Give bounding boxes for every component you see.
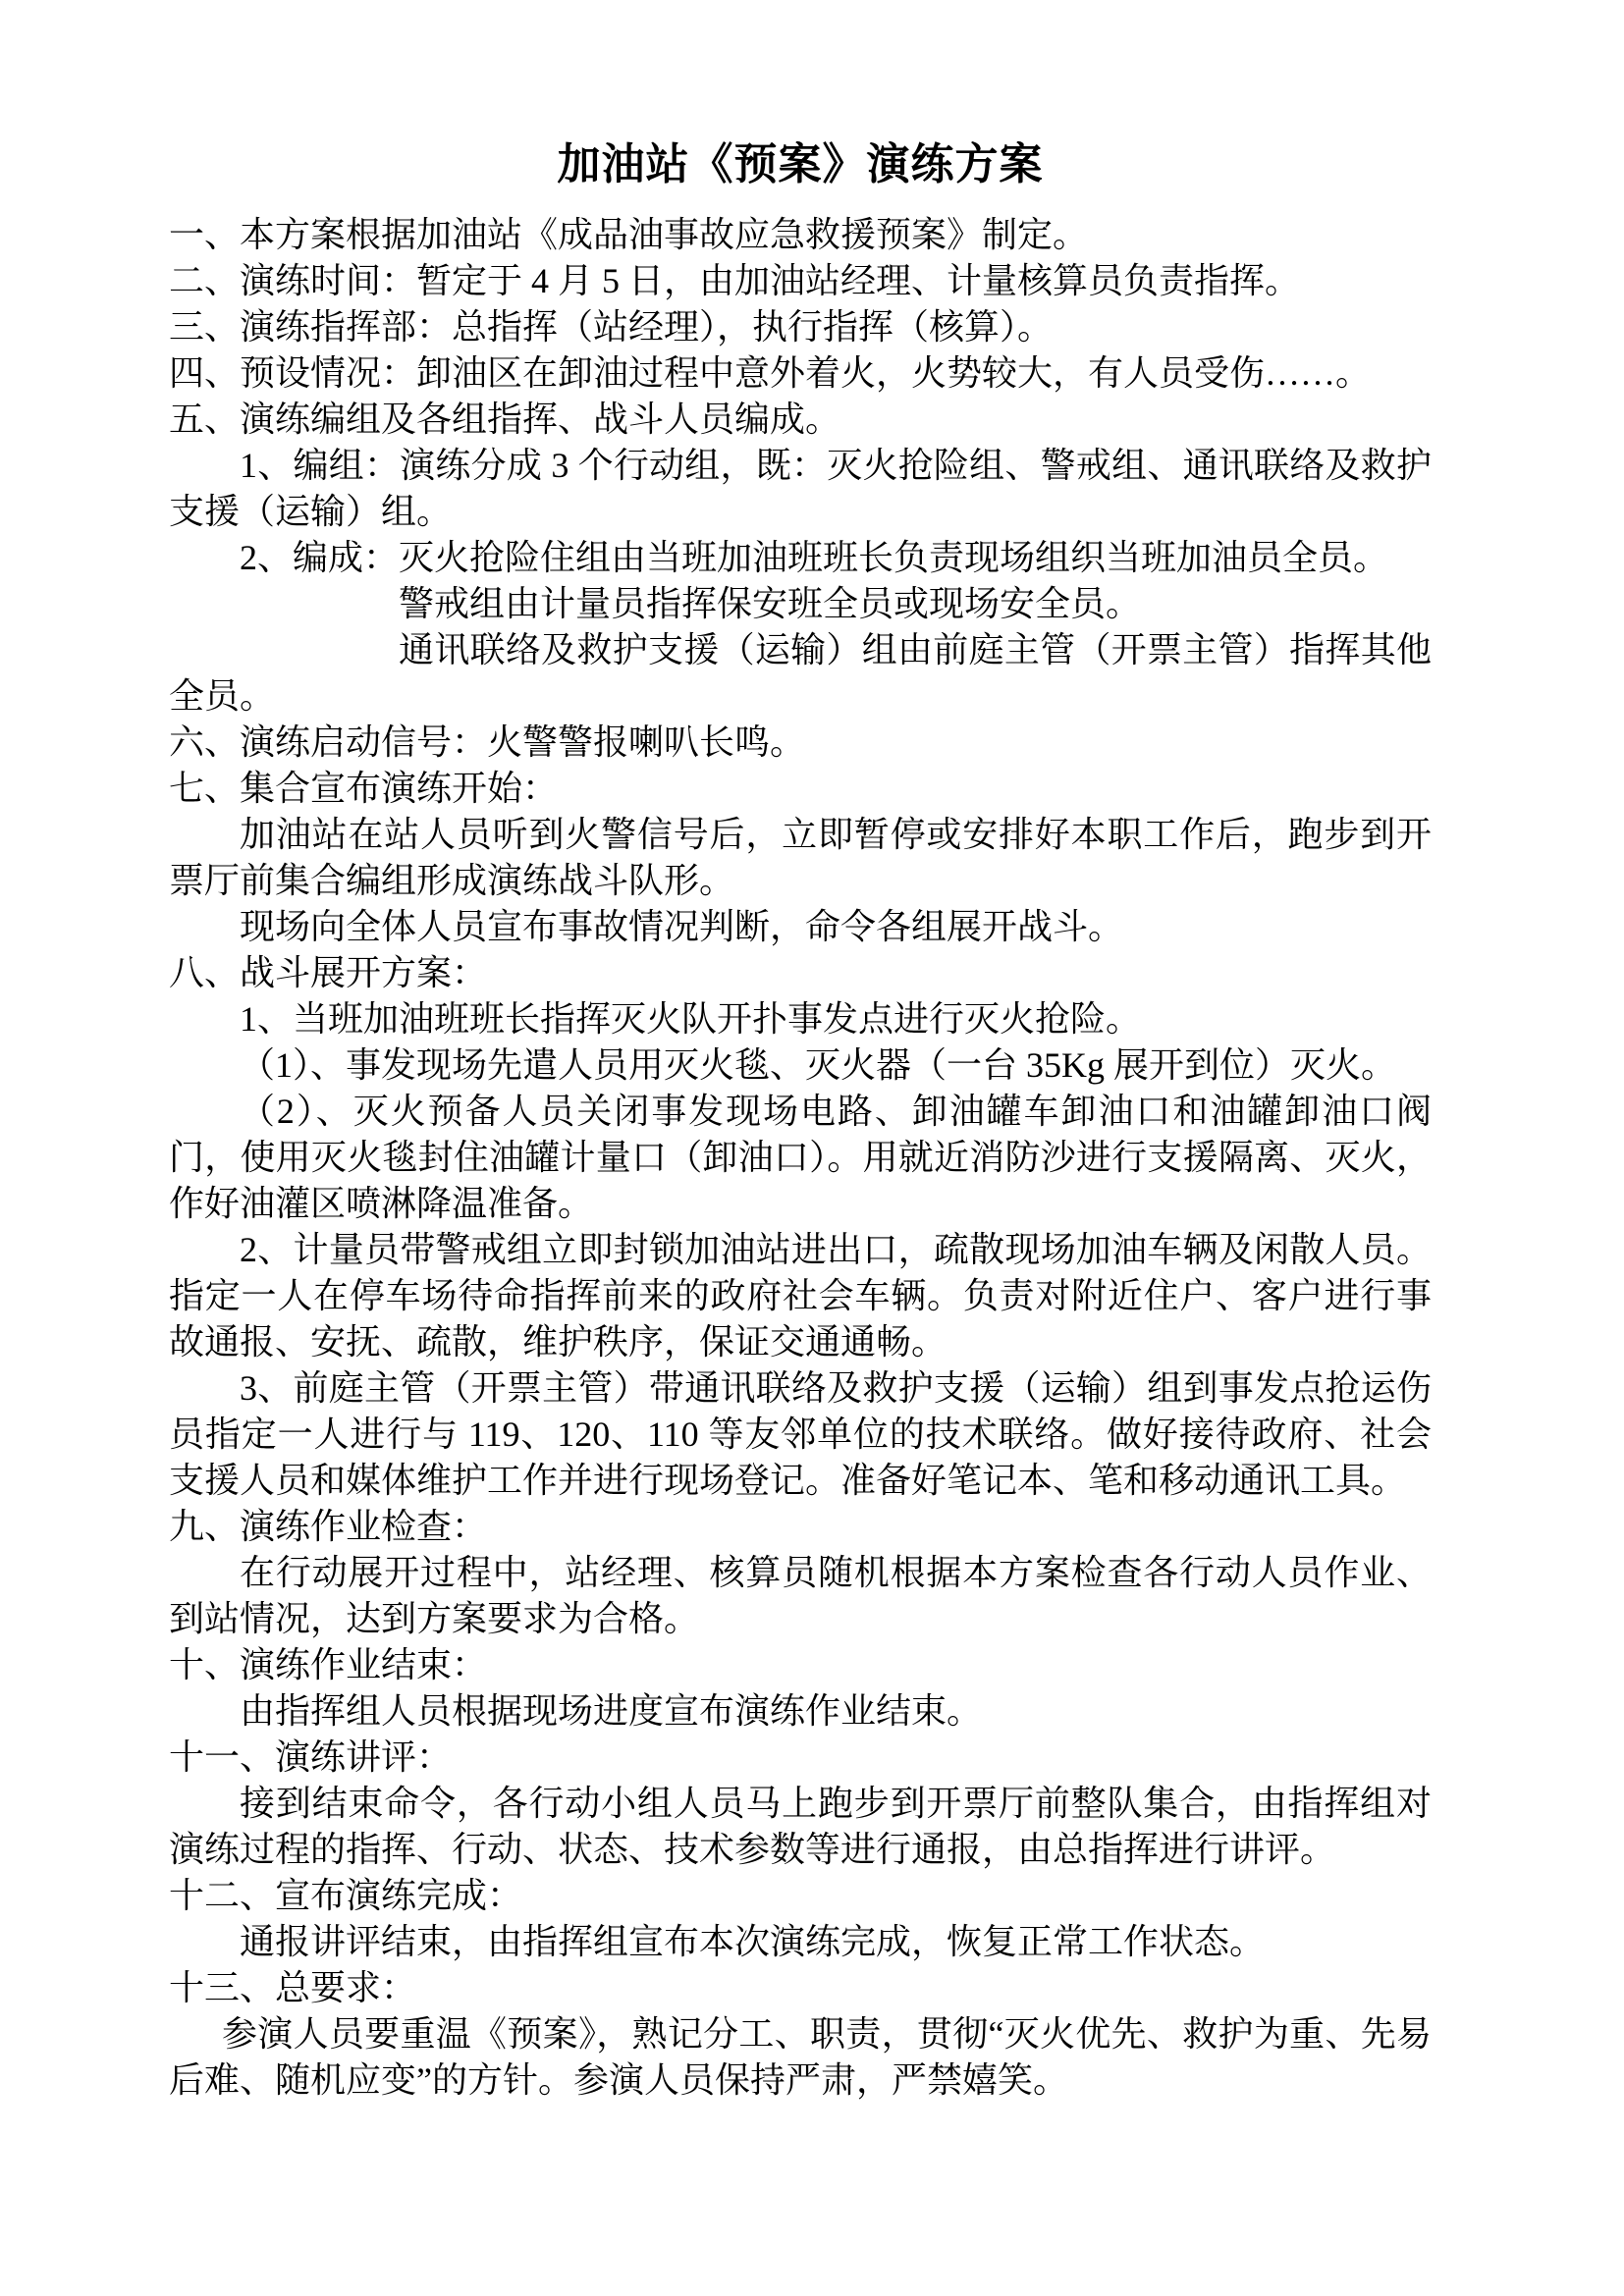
paragraph: 一、本方案根据加油站《成品油事故应急救援预案》制定。 bbox=[169, 214, 1089, 254]
paragraph: 九、演练作业检查： bbox=[169, 1506, 488, 1546]
document-body bbox=[169, 212, 1432, 2104]
paragraph: 通讯联络及救护支援（运输）组由前庭主管（开票主管）指挥其他全员。 bbox=[169, 629, 1432, 716]
paragraph: 四、预设情况：卸油区在卸油过程中意外着火，火势较大，有人员受伤……。 bbox=[169, 352, 1372, 393]
paragraph: 现场向全体人员宣布事故情况判断，命令各组展开战斗。 bbox=[240, 906, 1124, 946]
paragraph: 五、演练编组及各组指挥、战斗人员编成。 bbox=[169, 399, 841, 439]
paragraph: 十三、总要求： bbox=[169, 1967, 417, 2007]
paragraph: 在行动展开过程中，站经理、核算员随机根据本方案检查各行动人员作业、到站情况，达到方案要求为合格。 bbox=[169, 1552, 1432, 1638]
paragraph: 二、演练时间：暂定于 4 月 5 日，由加油站经理、计量核算员负责指挥。 bbox=[169, 260, 1301, 300]
paragraph: 三、演练指挥部：总指挥（站经理），执行指挥（核算）。 bbox=[169, 306, 1054, 347]
paragraph: 1、编组：演练分成 3 个行动组，既：灭火抢险组、警戒组、通讯联络及救护支援（运输）组。 bbox=[169, 445, 1432, 531]
paragraph: 十一、演练讲评： bbox=[169, 1736, 453, 1777]
paragraph: 2、编成：灭火抢险住组由当班加油班班长负责现场组织当班加油员全员。 bbox=[240, 537, 1389, 577]
paragraph: 2、计量员带警戒组立即封锁加油站进出口，疏散现场加油车辆及闲散人员。指定一人在停车场待命指挥前来的政府社会车辆。负责对附近住户、客户进行事故通报、安抚、疏散，维护秩序，保证交通通畅。 bbox=[169, 1229, 1432, 1362]
paragraph: 六、演练启动信号：火警警报喇叭长鸣。 bbox=[169, 721, 806, 762]
paragraph: 七、集合宣布演练开始： bbox=[169, 768, 559, 808]
paragraph: 3、前庭主管（开票主管）带通讯联络及救护支援（运输）组到事发点抢运伤员指定一人进行与 119、120、110 等友邻单位的技术联络。做好接待政府、社会支援人员和媒体维护工作并进行现场登记。准备好笔记本、笔和移动通讯工具。 bbox=[169, 1367, 1432, 1500]
paragraph: 由指挥组人员根据现场进度宣布演练作业结束。 bbox=[240, 1690, 983, 1731]
paragraph: 接到结束命令，各行动小组人员马上跑步到开票厅前整队集合，由指挥组对演练过程的指挥、行动、状态、技术参数等进行通报，由总指挥进行讲评。 bbox=[169, 1783, 1432, 1869]
paragraph: 十二、宣布演练完成： bbox=[169, 1875, 523, 1915]
paragraph: 警戒组由计量员指挥保安班全员或现场安全员。 bbox=[399, 583, 1142, 623]
paragraph: （2）、灭火预备人员关闭事发现场电路、卸油罐车卸油口和油罐卸油口阀门，使用灭火毯封住油罐计量口（卸油口）。用就近消防沙进行支援隔离、灭火，作好油灌区喷淋降温准备。 bbox=[169, 1091, 1432, 1223]
paragraph: 十、演练作业结束： bbox=[169, 1644, 488, 1684]
document-title: 加油站《预案》演练方案 bbox=[557, 140, 1044, 188]
paragraph: 参演人员要重温《预案》，熟记分工、职责，贯彻“灭火优先、救护为重、先易后难、随机应变”的方针。参演人员保持严肃，严禁嬉笑。 bbox=[169, 2013, 1432, 2100]
paragraph: 1、当班加油班班长指挥灭火队开扑事发点进行灭火抢险。 bbox=[240, 998, 1142, 1039]
paragraph: 通报讲评结束，由指挥组宣布本次演练完成，恢复正常工作状态。 bbox=[240, 1921, 1266, 1961]
paragraph: 八、战斗展开方案： bbox=[169, 952, 488, 992]
paragraph: （1）、事发现场先遣人员用灭火毯、灭火器（一台 35Kg 展开到位）灭火。 bbox=[240, 1044, 1396, 1085]
paragraph: 加油站在站人员听到火警信号后，立即暂停或安排好本职工作后，跑步到开票厅前集合编组形成演练战斗队形。 bbox=[169, 814, 1432, 900]
